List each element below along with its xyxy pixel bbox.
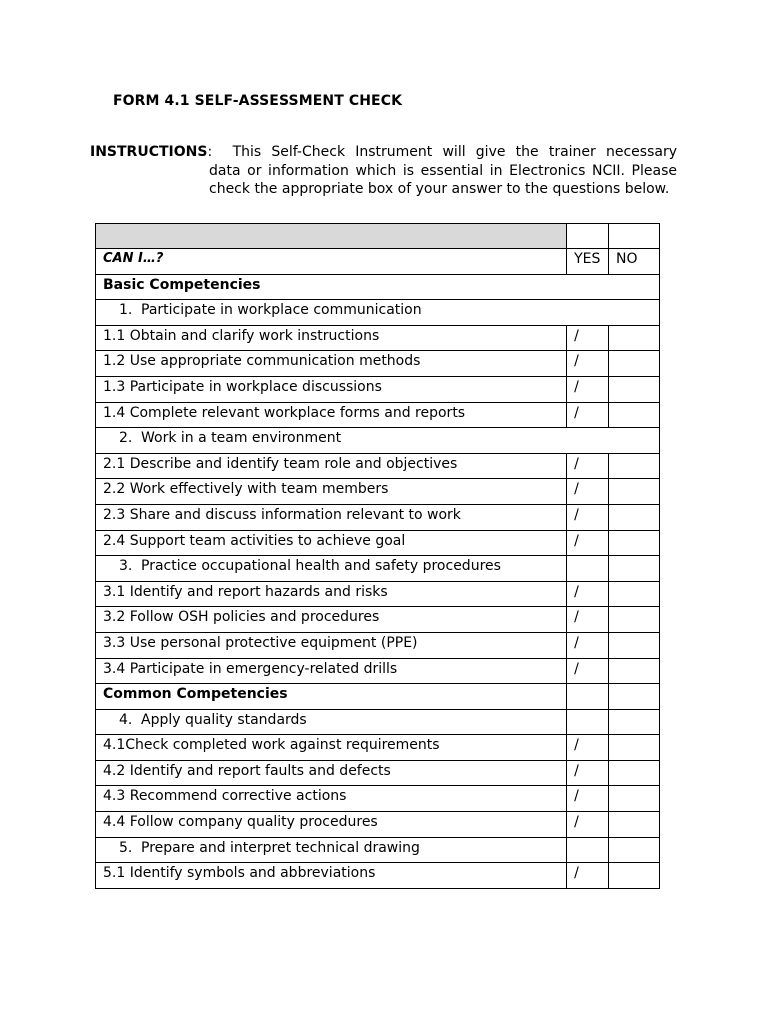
yes-cell[interactable]: / <box>567 786 609 812</box>
instructions-first-text: This Self-Check Instrument will give the trainer necessary <box>232 144 677 160</box>
no-cell[interactable] <box>609 325 660 351</box>
table-row <box>96 735 660 761</box>
table-row <box>96 479 660 505</box>
table-row <box>96 402 660 428</box>
can-i-header: CAN I…? <box>96 249 567 275</box>
item-text: 4.4 Follow company quality procedures <box>96 812 567 838</box>
competency-title: Prepare and interpret technical drawing <box>141 839 420 856</box>
no-cell[interactable] <box>609 581 660 607</box>
table-row <box>96 351 660 377</box>
yes-cell[interactable]: / <box>567 453 609 479</box>
subsection-row <box>96 428 660 454</box>
yes-cell[interactable]: / <box>567 376 609 402</box>
table-row <box>96 607 660 633</box>
item-text: 3.4 Participate in emergency-related drills <box>96 658 567 684</box>
section-row <box>96 274 660 300</box>
yes-cell[interactable]: / <box>567 325 609 351</box>
column-header-row <box>96 249 660 275</box>
competency-number: 1. <box>119 302 133 319</box>
competency-heading <box>96 709 567 735</box>
no-cell[interactable] <box>609 530 660 556</box>
item-text: 1.1 Obtain and clarify work instructions <box>96 325 567 351</box>
yes-cell[interactable]: / <box>567 530 609 556</box>
item-text: 1.3 Participate in workplace discussions <box>96 376 567 402</box>
item-text: 2.2 Work effectively with team members <box>96 479 567 505</box>
section-row <box>96 684 660 710</box>
competency-number: 3. <box>119 558 133 575</box>
no-cell[interactable] <box>609 351 660 377</box>
no-cell[interactable] <box>609 376 660 402</box>
yes-cell[interactable] <box>567 556 609 582</box>
yes-cell[interactable]: / <box>567 402 609 428</box>
table-row <box>96 786 660 812</box>
yes-cell[interactable]: / <box>567 479 609 505</box>
instructions <box>90 143 677 199</box>
competency-heading <box>96 837 567 863</box>
yes-cell[interactable]: / <box>567 607 609 633</box>
yes-cell[interactable]: / <box>567 812 609 838</box>
no-cell[interactable] <box>609 837 660 863</box>
no-cell[interactable] <box>609 786 660 812</box>
competency-number: 4. <box>119 711 133 728</box>
item-text: 1.2 Use appropriate communication methods <box>96 351 567 377</box>
yes-header: YES <box>567 249 609 275</box>
competency-title: Work in a team environment <box>141 430 342 447</box>
no-cell[interactable] <box>609 556 660 582</box>
header-shaded-cell <box>96 224 567 249</box>
subsection-row <box>96 837 660 863</box>
yes-cell[interactable]: / <box>567 760 609 786</box>
yes-cell[interactable] <box>567 709 609 735</box>
no-cell[interactable] <box>609 812 660 838</box>
yes-cell[interactable]: / <box>567 351 609 377</box>
no-cell[interactable] <box>609 504 660 530</box>
instructions-first-line: INSTRUCTIONS: This Self-Check Instrument will give the trainer necessary <box>90 144 677 160</box>
no-header: NO <box>609 249 660 275</box>
table-row <box>96 376 660 402</box>
competency-heading <box>96 556 567 582</box>
no-cell[interactable] <box>609 658 660 684</box>
competency-number: 2. <box>119 430 133 447</box>
no-cell[interactable] <box>609 632 660 658</box>
yes-cell[interactable]: / <box>567 735 609 761</box>
table-row <box>96 504 660 530</box>
header-shaded-row <box>96 224 660 249</box>
table-row <box>96 658 660 684</box>
table-row <box>96 530 660 556</box>
item-text: 3.2 Follow OSH policies and procedures <box>96 607 567 633</box>
item-text: 5.1 Identify symbols and abbreviations <box>96 863 567 889</box>
item-text: 4.3 Recommend corrective actions <box>96 786 567 812</box>
no-cell[interactable] <box>609 402 660 428</box>
no-cell[interactable] <box>609 684 660 710</box>
competency-title: Apply quality standards <box>141 711 307 728</box>
competency-number: 5. <box>119 839 133 856</box>
yes-cell[interactable]: / <box>567 863 609 889</box>
item-text: 2.4 Support team activities to achieve goal <box>96 530 567 556</box>
competency-title: Participate in workplace communication <box>141 302 422 319</box>
item-text: 4.1Check completed work against requirements <box>96 735 567 761</box>
no-cell[interactable] <box>609 863 660 889</box>
item-text: 3.1 Identify and report hazards and risks <box>96 581 567 607</box>
competency-title: Practice occupational health and safety procedures <box>141 558 501 575</box>
table-row <box>96 325 660 351</box>
table-row <box>96 863 660 889</box>
instructions-rest: data or information which is essential in Electronics NCII. Please check the appropriate box of your answer to the questions below. <box>209 162 677 197</box>
item-text: 2.3 Share and discuss information relevant to work <box>96 504 567 530</box>
instructions-label: INSTRUCTIONS <box>90 144 208 160</box>
no-cell[interactable] <box>609 709 660 735</box>
table-row <box>96 812 660 838</box>
form-title: FORM 4.1 SELF-ASSESSMENT CHECK <box>113 93 403 109</box>
subsection-row <box>96 709 660 735</box>
yes-cell[interactable]: / <box>567 581 609 607</box>
no-cell[interactable] <box>609 760 660 786</box>
yes-cell[interactable] <box>567 837 609 863</box>
item-text: 3.3 Use personal protective equipment (PPE) <box>96 632 567 658</box>
section-title: Common Competencies <box>96 684 567 710</box>
competency-heading <box>96 428 660 454</box>
item-text: 2.1 Describe and identify team role and objectives <box>96 453 567 479</box>
table-row <box>96 453 660 479</box>
item-text: 4.2 Identify and report faults and defects <box>96 760 567 786</box>
header-blank-yes-cell <box>567 224 609 249</box>
competency-heading <box>96 300 660 326</box>
no-cell[interactable] <box>609 607 660 633</box>
yes-cell[interactable]: / <box>567 632 609 658</box>
self-check-table <box>95 223 660 889</box>
subsection-row <box>96 556 660 582</box>
table-row <box>96 760 660 786</box>
table-row <box>96 581 660 607</box>
section-title: Basic Competencies <box>96 274 660 300</box>
yes-cell[interactable] <box>567 684 609 710</box>
header-blank-no-cell <box>609 224 660 249</box>
no-cell[interactable] <box>609 479 660 505</box>
item-text: 1.4 Complete relevant workplace forms and reports <box>96 402 567 428</box>
subsection-row <box>96 300 660 326</box>
yes-cell[interactable]: / <box>567 658 609 684</box>
yes-cell[interactable]: / <box>567 504 609 530</box>
table-row <box>96 632 660 658</box>
no-cell[interactable] <box>609 453 660 479</box>
no-cell[interactable] <box>609 735 660 761</box>
